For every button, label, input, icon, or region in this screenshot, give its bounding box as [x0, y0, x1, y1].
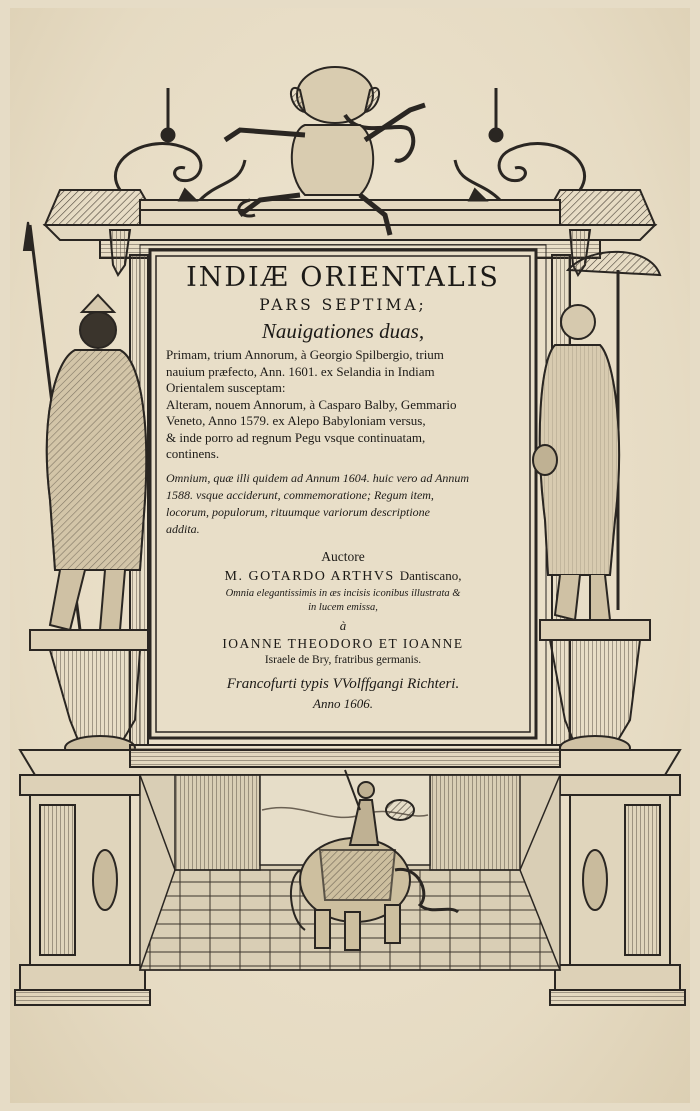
left-base-column: [15, 775, 150, 1005]
description-line: Orientalem susceptam:: [166, 380, 286, 395]
omnia-line: in lucem emissa,: [308, 601, 378, 613]
printer-line: Francofurti typis VVolffgangi Richteri.: [226, 675, 460, 692]
italic-line: 1588. vsque acciderunt, commemoratione; Regum item,: [166, 487, 434, 502]
author-name: M. GOTARDO ARTHVS: [224, 568, 395, 584]
left-figure: [24, 222, 146, 630]
publishers-line: IOANNE THEODORO ET IOANNE: [222, 635, 464, 651]
omnia-line: Omnia elegantissimis in æs incisis iconibus illustrata &: [225, 587, 461, 599]
description-line: & inde porro ad regnum Pegu vsque continuatam,: [166, 429, 426, 445]
right-base-column: [550, 775, 685, 1005]
omnia-block: [160, 587, 526, 615]
description-line: nauium præfecto, Ann. 1601. ex Selandia in Indiam: [166, 363, 435, 379]
italic-line: locorum, populorum, rituumque variorum descriptione: [166, 504, 430, 519]
italic-line: Omnium, quæ illi quidem ad Annum 1604. huic vero ad Annum: [166, 470, 470, 485]
a-label: à: [339, 617, 347, 633]
description-line: continens.: [166, 446, 220, 461]
base-entablature: [20, 745, 680, 775]
italic-line: addita.: [166, 521, 200, 536]
description-line: Veneto, Anno 1579. ex Alepo Babyloniam versus,: [166, 413, 426, 428]
author-line: [160, 566, 526, 587]
title-panel: [160, 258, 526, 728]
description-line: Primam, trium Annorum, à Georgio Spilbergio, trium: [166, 347, 444, 362]
description-line: Alteram, nouem Annorum, à Casparo Balby, Gemmario: [166, 396, 457, 412]
publishers-line-2: Israele de Bry, fratribus germanis.: [264, 653, 422, 666]
title-sub: PARS SEPTIMA;: [259, 296, 427, 314]
author-suffix: Dantiscano,: [399, 567, 462, 583]
auctore-label: Auctore: [321, 548, 365, 564]
year-line: Anno 1606.: [313, 695, 373, 711]
italic-block: [160, 463, 526, 538]
cornice: [45, 190, 655, 258]
title-main: INDIÆ ORIENTALIS: [186, 262, 500, 293]
description-block: [160, 345, 526, 463]
title-nav: Nauigationes duas,: [261, 319, 425, 343]
